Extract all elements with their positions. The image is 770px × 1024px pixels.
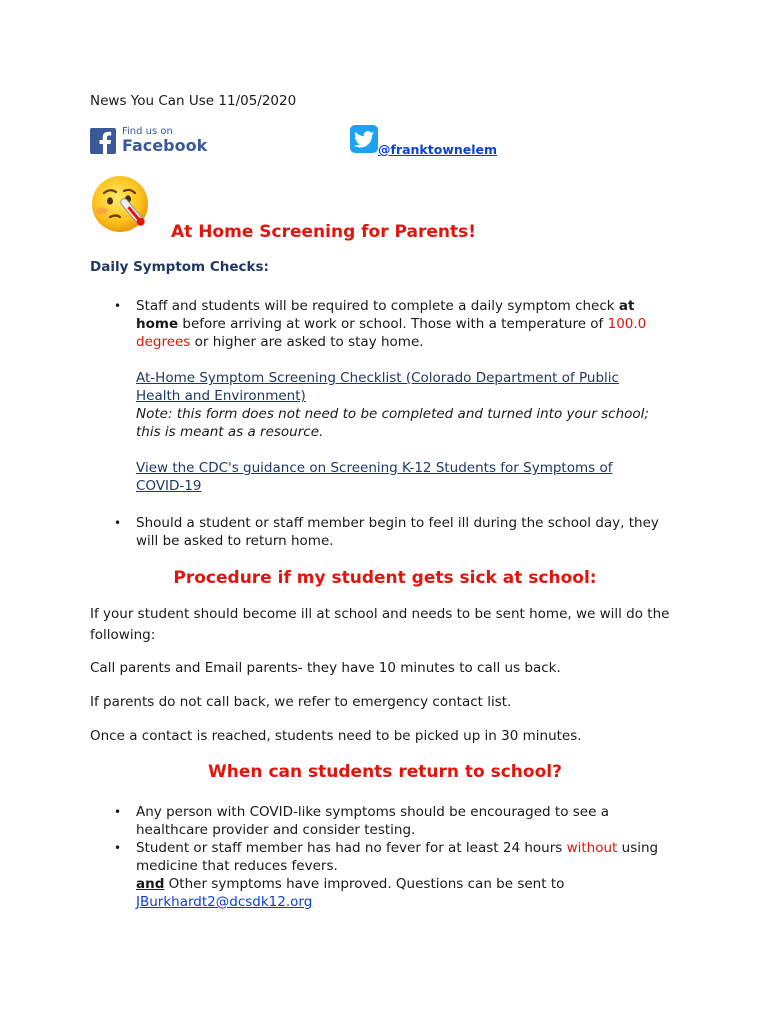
- subheading: Daily Symptom Checks:: [90, 259, 269, 275]
- twitter-bird-icon[interactable]: [350, 125, 378, 153]
- note-text: [136, 405, 649, 441]
- bullet-marker: •: [114, 516, 122, 530]
- link1-line2[interactable]: Health and Environment): [136, 388, 306, 404]
- procedure-heading: Procedure if my student gets sick at school:: [173, 568, 597, 588]
- bullet-staff-students: [136, 297, 646, 351]
- cdc-guidance-link[interactable]: [136, 459, 612, 495]
- twitter-handle-link[interactable]: @franktownelem: [378, 142, 498, 157]
- and-word: and: [136, 876, 165, 892]
- bullet1-bold-home: home: [136, 316, 179, 332]
- bullet1-bold-at: at: [618, 298, 635, 314]
- facebook-find-label: Find us on: [122, 126, 173, 137]
- return-b2-text-2: using: [617, 840, 659, 856]
- date-line: News You Can Use 11/05/2020: [90, 93, 297, 109]
- note-line2: this is meant as a resource.: [136, 424, 324, 440]
- return-bullet-symptoms: [136, 803, 609, 839]
- home-screening-checklist-link[interactable]: [136, 369, 619, 405]
- return-b2-line2: medicine that reduces fevers.: [136, 858, 338, 874]
- procedure-intro-line1: If your student should become ill at school and needs to be sent home, we will do the: [90, 606, 670, 622]
- return-bullet-fever: [136, 839, 658, 911]
- facebook-word: Facebook: [122, 136, 208, 155]
- bullet1-text: Staff and students will be required to complete a daily symptom check: [136, 298, 619, 314]
- bullet-marker: •: [114, 841, 122, 855]
- link2-line2[interactable]: COVID-19: [136, 478, 202, 494]
- note-line1: Note: this form does not need to be completed and turned into your school;: [136, 406, 649, 422]
- return-b2-line3: Other symptoms have improved. Questions can be sent to: [164, 876, 565, 892]
- page-title: At Home Screening for Parents!: [171, 222, 477, 242]
- bullet-marker: •: [114, 299, 122, 313]
- facebook-badge[interactable]: [90, 126, 207, 155]
- return-b2-text: Student or staff member has had no fever for at least 24 hours: [136, 840, 567, 856]
- procedure-step-call: Call parents and Email parents- they have 10 minutes to call us back.: [90, 660, 561, 676]
- procedure-intro-line2: following:: [90, 627, 156, 643]
- facebook-icon: [90, 128, 116, 154]
- return-b1-line2: healthcare provider and consider testing.: [136, 822, 416, 838]
- temperature-unit: degrees: [136, 334, 191, 350]
- link2-line1[interactable]: View the CDC's guidance on Screening K-12 Students for Symptoms of: [136, 460, 613, 476]
- return-b1-line1: Any person with COVID-like symptoms should be encouraged to see a: [136, 804, 609, 820]
- bullet2-line2: will be asked to return home.: [136, 533, 334, 549]
- bullet2-line1: Should a student or staff member begin to feel ill during the school day, they: [136, 515, 659, 531]
- return-heading: When can students return to school?: [208, 762, 562, 782]
- thermometer-face-emoji: [90, 173, 154, 239]
- link1-line1[interactable]: At-Home Symptom Screening Checklist (Colorado Department of Public: [136, 370, 619, 386]
- procedure-intro: [90, 604, 669, 646]
- without-word: without: [566, 840, 618, 856]
- bullet-feel-ill: [136, 514, 659, 550]
- temperature-value: 100.0: [607, 316, 647, 332]
- bullet1-text-3: or higher are asked to stay home.: [190, 334, 424, 350]
- procedure-step-pickup: Once a contact is reached, students need to be picked up in 30 minutes.: [90, 728, 582, 744]
- bullet1-text-2: before arriving at work or school. Those with a temperature of: [178, 316, 608, 332]
- email-link[interactable]: JBurkhardt2@dcsdk12.org: [136, 894, 313, 910]
- bullet-marker: •: [114, 805, 122, 819]
- procedure-step-emergency: If parents do not call back, we refer to emergency contact list.: [90, 694, 512, 710]
